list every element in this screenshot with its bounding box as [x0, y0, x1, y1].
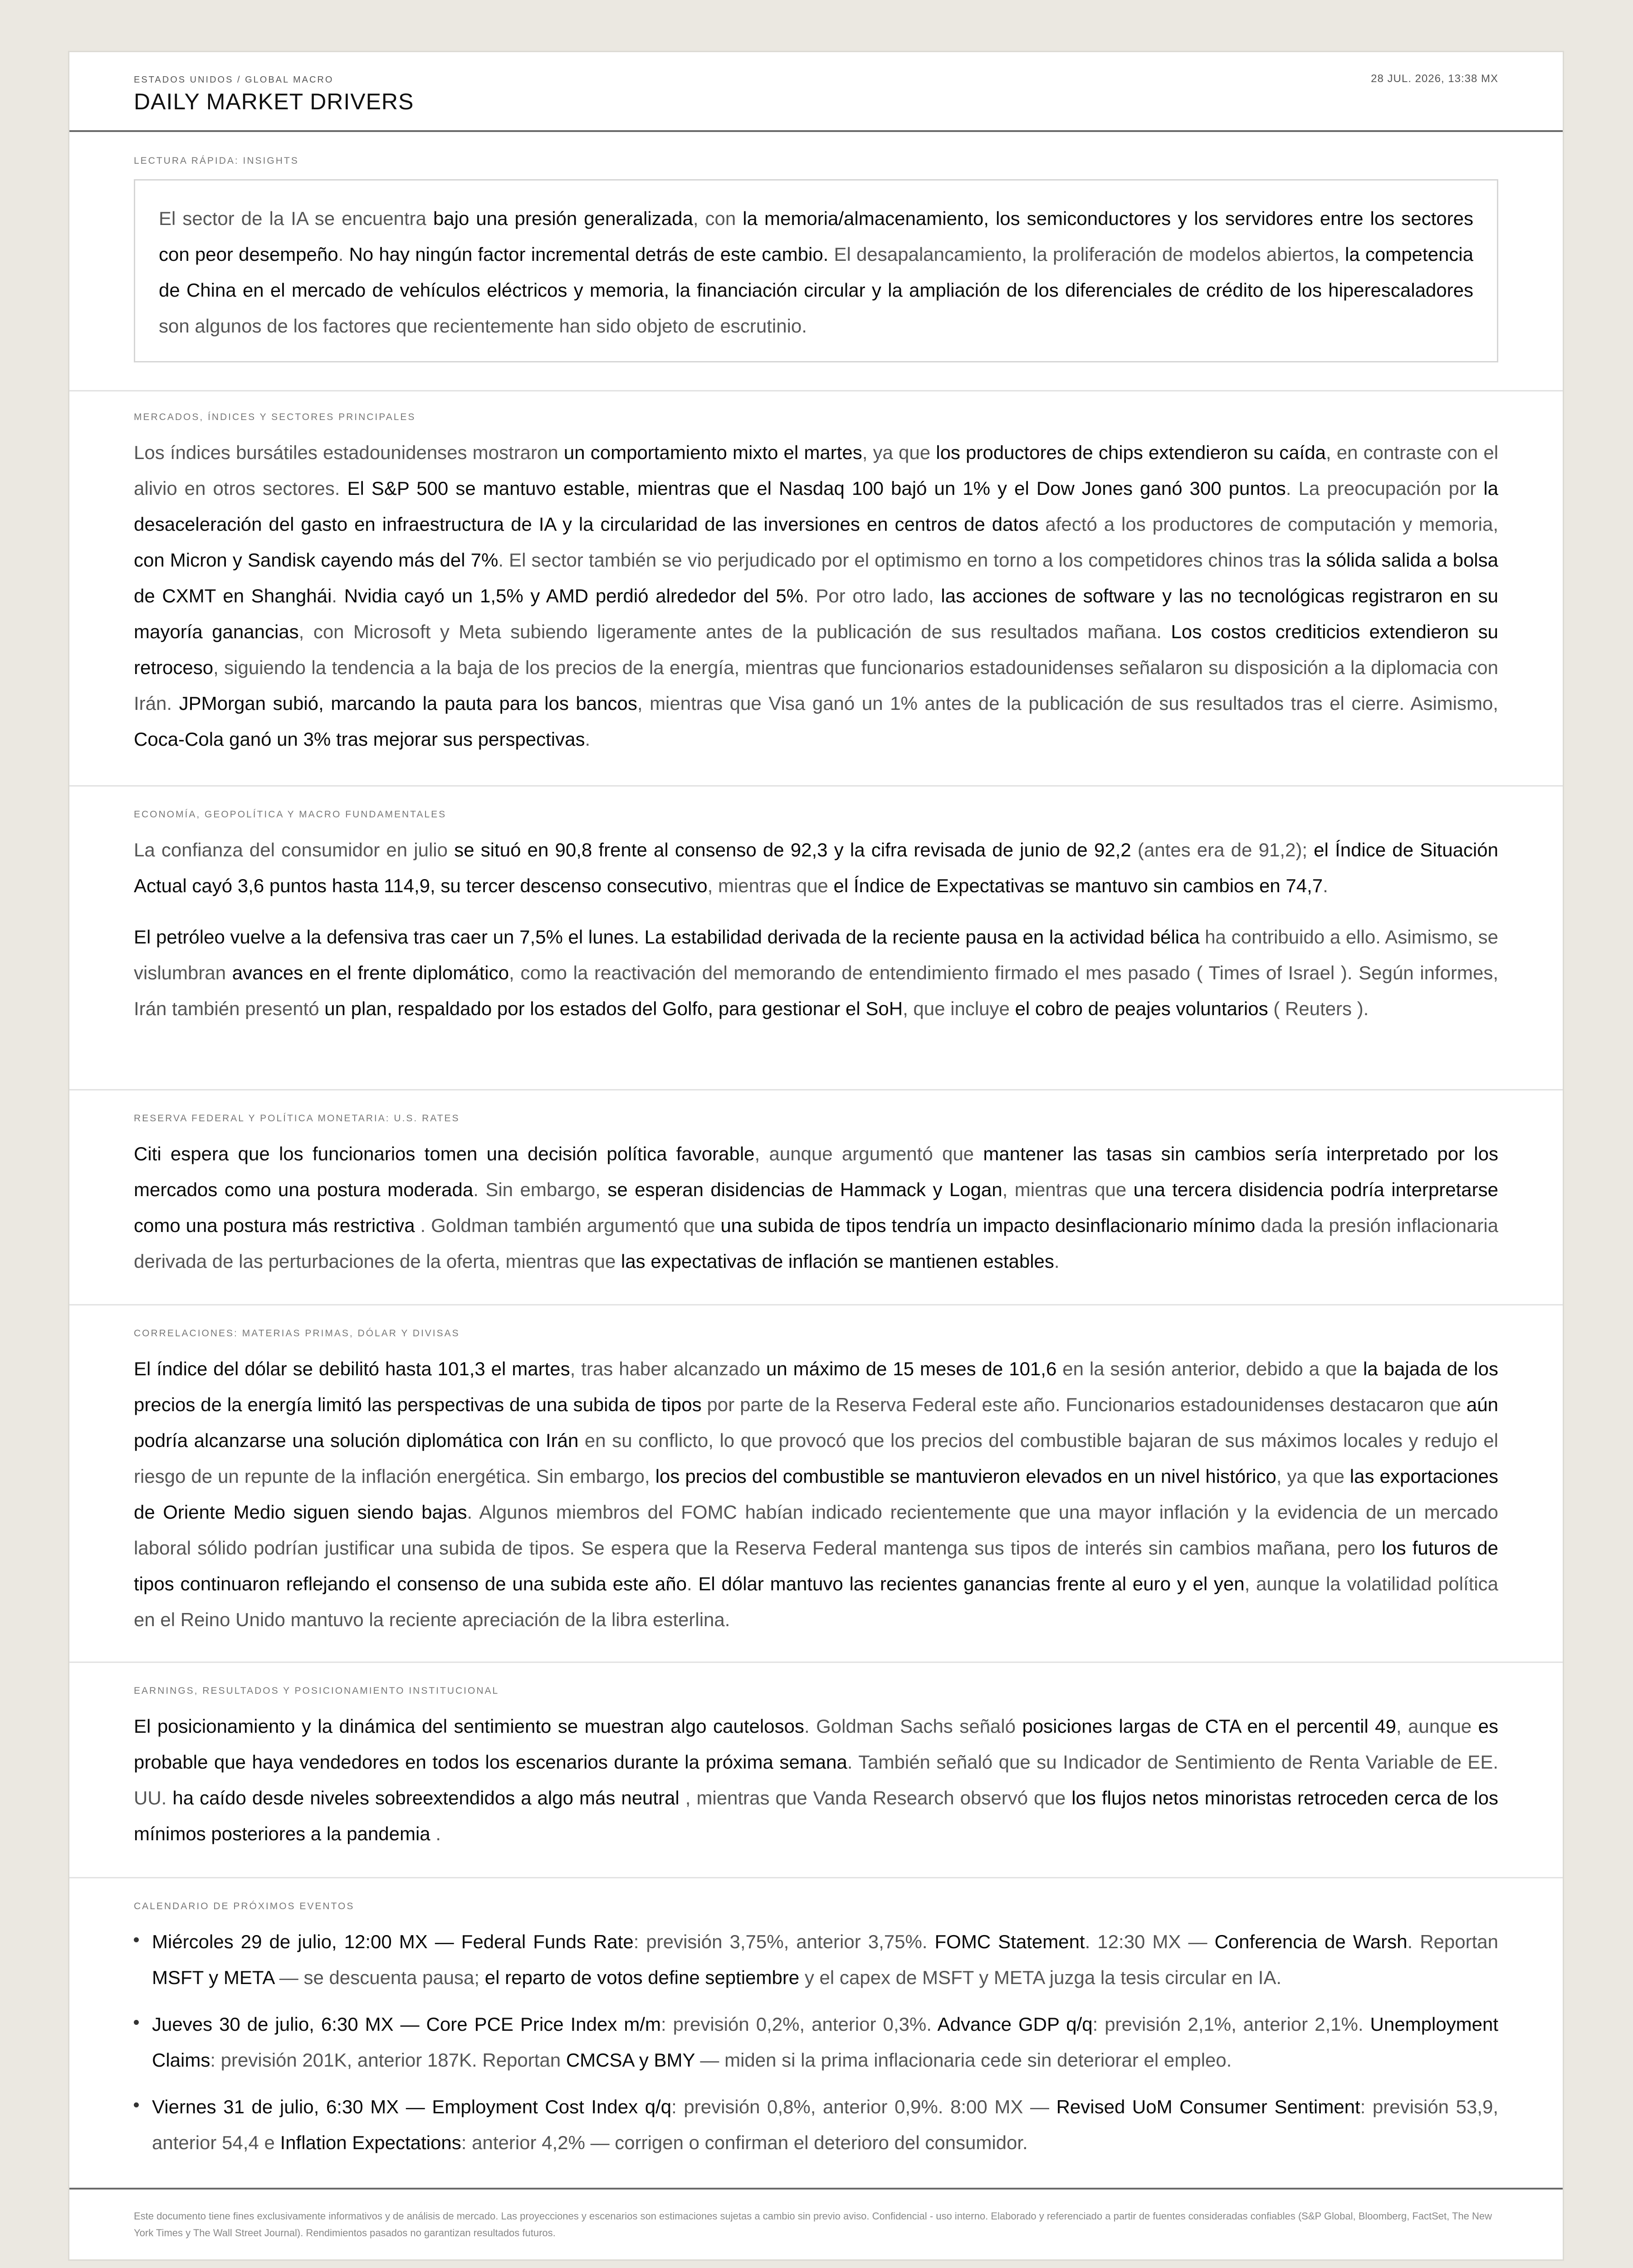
- emphasis-text: bajo una presión generalizada: [433, 208, 693, 229]
- emphasis-text: los flujos netos minoristas retroceden cerca de los mínimos posteriores a la pandemia: [134, 1787, 1498, 1844]
- body-text: , aunque la volatilidad política en el Reino Unido mantuvo la reciente apreciación de la libra esterlina.: [134, 1573, 1499, 1630]
- emphasis-text: El S&P 500 se mantuvo estable, mientras que el Nasdaq 100 bajó un 1% y el Dow Jones ganó 300 puntos: [347, 478, 1286, 499]
- body-text: . 12:30 MX —: [1085, 1931, 1215, 1952]
- emphasis-text: Inflation Expectations: [280, 2132, 461, 2153]
- emphasis-text: los productores de chips extendieron su caída: [936, 442, 1326, 463]
- body-text: : previsión 201K, anterior 187K. Reportan: [210, 2049, 566, 2071]
- body-text: por parte de la Reserva Federal este año. Funcionarios estadounidenses destacaron que: [701, 1394, 1467, 1415]
- body-text: , mientras que Vanda Research observó que: [679, 1787, 1072, 1809]
- body-text: .: [338, 244, 349, 265]
- body-text: afectó a los productores de computación y memoria,: [1038, 513, 1498, 535]
- calendar-section: [69, 1877, 1563, 2160]
- section-label: LECTURA RÁPIDA: INSIGHTS: [134, 156, 299, 166]
- body-text: El desapalancamiento, la proliferación de modelos abiertos,: [828, 244, 1345, 265]
- calendar-item: [134, 1924, 1498, 1995]
- body-text: y el capex de MSFT y META juzga la tesis circular en IA.: [799, 1967, 1282, 1988]
- economy-section: [69, 785, 1563, 1026]
- fed-paragraph: [134, 1136, 1498, 1279]
- emphasis-text: Citi espera que los funcionarios tomen una decisión política favorable: [134, 1143, 755, 1164]
- emphasis-text: el reparto de votos define septiembre: [484, 1967, 800, 1988]
- body-text: . Algunos miembros del FOMC habían indicado recientemente que una mayor inflación y la evidencia de un mercado laboral sólido podrían justificar una subida de tipos. Se espera que la Reserva Federal mantenga sus tipos de interés sin cambios mañana, pero: [134, 1501, 1498, 1559]
- emphasis-text: Los costos crediticios extendieron su retroceso: [134, 621, 1498, 678]
- body-text: , tras haber alcanzado: [570, 1358, 766, 1379]
- emphasis-text: con Micron y Sandisk cayendo más del 7%: [134, 549, 499, 571]
- emphasis-text: la memoria/almacenamiento, los semiconductores y los servidores entre los sectores con peor desempeño: [159, 208, 1473, 265]
- body-text: , aunque: [1396, 1716, 1478, 1737]
- body-text: : anterior 4,2% — corrigen o confirman el deterioro del consumidor.: [461, 2132, 1028, 2153]
- body-text: , con: [693, 208, 743, 229]
- body-text: .: [332, 585, 344, 606]
- body-text: . Reportan: [1407, 1931, 1498, 1952]
- emphasis-text: la bajada de los precios de la energía limitó las perspectivas de una subida de tipos: [134, 1358, 1499, 1415]
- body-text: : previsión 0,8%, anterior 0,9%. 8:00 MX —: [671, 2096, 1056, 2117]
- body-text: , siguiendo la tendencia a la baja de los precios de la energía, mientras que funcionarios estadounidenses señalaron su disposición a la diplomacia con Irán.: [134, 657, 1498, 714]
- emphasis-text: Conferencia de Warsh: [1214, 1931, 1408, 1952]
- economy-paragraph-2: [134, 919, 1498, 1026]
- emphasis-text: Advance GDP q/q: [937, 2014, 1093, 2035]
- body-text: , mientras que Visa ganó un 1% antes de la publicación de sus resultados tras el cierre. Asimismo,: [637, 693, 1498, 714]
- emphasis-text: la competencia de China en el mercado de vehículos eléctricos y memoria, la financiación circular y la ampliación de los diferenciales de crédito de los hiperescaladores: [159, 244, 1473, 301]
- emphasis-text: MSFT y META: [152, 1967, 274, 1988]
- insights-section: [69, 156, 1563, 362]
- emphasis-text: ha caído desde niveles sobreextendidos a algo más neutral: [172, 1787, 680, 1809]
- body-text: , con Microsoft y Meta subiendo ligeramente antes de la publicación de sus resultados mañana.: [298, 621, 1171, 642]
- emphasis-text: aún podría alcanzarse una solución diplomática con Irán: [134, 1394, 1498, 1451]
- emphasis-text: el Índice de Expectativas se mantuvo sin cambios en 74,7: [833, 875, 1323, 896]
- body-text: El sector de la IA se encuentra: [159, 208, 433, 229]
- markets-section: [69, 390, 1563, 757]
- report-timestamp: 28 JUL. 2026, 13:38 MX: [1371, 73, 1498, 85]
- section-label: ECONOMÍA, GEOPOLÍTICA Y MACRO FUNDAMENTALES: [134, 809, 447, 820]
- emphasis-text: la sólida salida a bolsa de CXMT en Shanghái: [134, 549, 1498, 606]
- emphasis-text: No hay ningún factor incremental detrás de este cambio.: [349, 244, 829, 265]
- emphasis-text: JPMorgan subió, marcando la pauta para los bancos: [179, 693, 637, 714]
- body-text: , mientras que: [707, 875, 834, 896]
- body-text: Los índices bursátiles estadounidenses mostraron: [134, 442, 564, 463]
- emphasis-text: se esperan disidencias de Hammack y Logan: [607, 1179, 1002, 1200]
- emphasis-text: FOMC Statement: [934, 1931, 1085, 1952]
- body-text: . Por otro lado,: [803, 585, 941, 606]
- emphasis-text: posiciones largas de CTA en el percentil 49: [1022, 1716, 1396, 1737]
- body-text: : previsión 2,1%, anterior 2,1%.: [1092, 2014, 1370, 2035]
- body-text: (antes era de 91,2);: [1131, 839, 1314, 860]
- markets-paragraph: [134, 435, 1498, 757]
- earnings-paragraph: [134, 1708, 1498, 1852]
- disclaimer-footer: [69, 2188, 1563, 2241]
- bullet-icon: [134, 2102, 139, 2107]
- body-text: : previsión 0,2%, anterior 0,3%.: [660, 2014, 938, 2035]
- insights-paragraph: [159, 200, 1473, 344]
- body-text: . Sin embargo,: [473, 1179, 608, 1200]
- fed-section: [69, 1089, 1563, 1279]
- emphasis-text: una subida de tipos tendría un impacto desinflacionario mínimo: [720, 1215, 1256, 1236]
- body-text: — se descuenta pausa;: [274, 1967, 485, 1988]
- emphasis-text: avances en el frente diplomático: [232, 962, 509, 983]
- body-text: ha contribuido a ello. Asimismo, se vislumbran: [134, 926, 1498, 983]
- emphasis-text: una tercera disidencia podría interpretarse como una postura más restrictiva: [134, 1179, 1498, 1236]
- calendar-item: [134, 2089, 1498, 2160]
- body-text: . Goldman también argumentó que: [415, 1215, 721, 1236]
- correlations-paragraph: [134, 1351, 1498, 1637]
- body-text: , en contraste con el alivio en otros sectores.: [134, 442, 1499, 499]
- emphasis-text: se situó en 90,8 frente al consenso de 92,3 y la cifra revisada de junio de 92,2: [454, 839, 1131, 860]
- emphasis-text: los futuros de tipos continuaron reflejando el consenso de una subida este año: [134, 1537, 1498, 1594]
- body-text: .: [585, 728, 591, 750]
- section-label: EARNINGS, RESULTADOS Y POSICIONAMIENTO INSTITUCIONAL: [134, 1686, 499, 1696]
- emphasis-text: las exportaciones de Oriente Medio siguen siendo bajas: [134, 1466, 1498, 1523]
- emphasis-text: Unemployment Claims: [152, 2014, 1498, 2071]
- calendar-item-text: [152, 2014, 1498, 2071]
- bullet-icon: [134, 1937, 139, 1942]
- body-text: ( Reuters ).: [1268, 998, 1369, 1019]
- emphasis-text: las expectativas de inflación se mantienen estables: [621, 1251, 1054, 1272]
- body-text: , ya que: [862, 442, 936, 463]
- body-text: . También señaló que su Indicador de Sentimiento de Renta Variable de EE. UU.: [134, 1751, 1499, 1809]
- body-text: : previsión 53,9, anterior 54,4 e: [152, 2096, 1498, 2153]
- section-label: CALENDARIO DE PRÓXIMOS EVENTOS: [134, 1901, 355, 1911]
- body-text: , que incluye: [903, 998, 1015, 1019]
- body-text: en la sesión anterior, debido a que: [1056, 1358, 1363, 1379]
- emphasis-text: El dólar mantuvo las recientes ganancias frente al euro y el yen: [698, 1573, 1245, 1594]
- emphasis-text: es probable que haya vendedores en todos los escenarios durante la próxima semana: [134, 1716, 1499, 1773]
- calendar-item: [134, 2006, 1498, 2078]
- emphasis-text: Jueves 30 de julio, 6:30 MX — Core PCE Price Index m/m: [152, 2014, 661, 2035]
- body-text: : previsión 3,75%, anterior 3,75%.: [633, 1931, 935, 1952]
- body-text: en su conflicto, lo que provocó que los precios del combustible bajaran de sus máximos locales y redujo el riesgo de un repunte de la inflación energética. Sin embargo,: [134, 1430, 1498, 1487]
- body-text: . Goldman Sachs señaló: [804, 1716, 1022, 1737]
- page-title: DAILY MARKET DRIVERS: [134, 89, 414, 114]
- body-text: .: [686, 1573, 699, 1594]
- emphasis-text: el cobro de peajes voluntarios: [1015, 998, 1268, 1019]
- emphasis-text: Miércoles 29 de julio, 12:00 MX — Federal Funds Rate: [152, 1931, 634, 1952]
- body-text: .: [1323, 875, 1328, 896]
- insights-box: [134, 179, 1498, 362]
- emphasis-text: El índice del dólar se debilitó hasta 101,3 el martes: [134, 1358, 570, 1379]
- calendar-item-text: [152, 1931, 1498, 1988]
- body-text: .: [1054, 1251, 1060, 1272]
- emphasis-text: Nvidia cayó un 1,5% y AMD perdió alrededor del 5%: [344, 585, 803, 606]
- emphasis-text: mantener las tasas sin cambios sería interpretado por los mercados como una postura moderada: [134, 1143, 1498, 1200]
- correlations-section: [69, 1304, 1563, 1637]
- body-text: .: [430, 1823, 441, 1844]
- emphasis-text: los precios del combustible se mantuvieron elevados en un nivel histórico: [655, 1466, 1276, 1487]
- emphasis-text: Revised UoM Consumer Sentiment: [1056, 2096, 1360, 2117]
- body-text: , ya que: [1276, 1466, 1350, 1487]
- body-text: — miden si la prima inflacionaria cede sin deteriorar el empleo.: [694, 2049, 1232, 2071]
- body-text: . El sector también se vio perjudicado por el optimismo en torno a los competidores chinos tras: [498, 549, 1306, 571]
- emphasis-text: Coca-Cola ganó un 3% tras mejorar sus perspectivas: [134, 728, 585, 750]
- bullet-icon: [134, 2020, 139, 2025]
- emphasis-text: el Índice de Situación Actual cayó 3,6 puntos hasta 114,9, su tercer descenso consecutivo: [134, 839, 1498, 896]
- section-label: CORRELACIONES: MATERIAS PRIMAS, DÓLAR Y DIVISAS: [134, 1328, 460, 1339]
- emphasis-text: Viernes 31 de julio, 6:30 MX — Employment Cost Index q/q: [152, 2096, 672, 2117]
- body-text: La confianza del consumidor en julio: [134, 839, 455, 860]
- emphasis-text: El petróleo vuelve a la defensiva tras caer un 7,5% el lunes. La estabilidad derivada de la reciente pausa en la actividad bélica: [134, 926, 1200, 948]
- emphasis-text: CMCSA y BMY: [566, 2049, 695, 2071]
- earnings-section: [69, 1662, 1563, 1852]
- emphasis-text: un plan, respaldado por los estados del Golfo, para gestionar el SoH: [324, 998, 903, 1019]
- economy-paragraph-1: [134, 832, 1498, 904]
- emphasis-text: un máximo de 15 meses de 101,6: [766, 1358, 1057, 1379]
- emphasis-text: la desaceleración del gasto en infraestructura de IA y la circularidad de las inversiones en centros de datos: [134, 478, 1499, 535]
- section-label: MERCADOS, ÍNDICES Y SECTORES PRINCIPALES: [134, 412, 416, 422]
- report-header: [69, 52, 1563, 132]
- emphasis-text: un comportamiento mixto el martes: [563, 442, 862, 463]
- body-text: . La preocupación por: [1286, 478, 1484, 499]
- calendar-list: [134, 1924, 1498, 2160]
- disclaimer-text: Este documento tiene fines exclusivamente informativos y de análisis de mercado. Las proyecciones y escenarios son estimaciones sujetas a cambio sin previo aviso. Confidencial - uso interno. Elaborado y referenciado a partir de fuentes consideradas confiables (S&P Global, Bloomberg, FactSet, The New York Times y The Wall Street Journal). Rendimientos pasados no garantizan resultados futuros.: [134, 2210, 1492, 2239]
- body-text: , como la reactivación del memorando de entendimiento firmado el mes pasado ( Times of Israel ). Según informes, Irán también presentó: [134, 962, 1498, 1019]
- section-label: RESERVA FEDERAL Y POLÍTICA MONETARIA: U.S. RATES: [134, 1113, 460, 1124]
- body-text: dada la presión inflacionaria derivada de las perturbaciones de la oferta, mientras que: [134, 1215, 1499, 1272]
- header-kicker: ESTADOS UNIDOS / GLOBAL MACRO: [134, 75, 334, 85]
- body-text: , mientras que: [1002, 1179, 1134, 1200]
- emphasis-text: El posicionamiento y la dinámica del sentimiento se muestran algo cautelosos: [134, 1716, 804, 1737]
- body-text: , aunque argumentó que: [754, 1143, 983, 1164]
- report-sheet: [68, 51, 1564, 2261]
- calendar-item-text: [152, 2096, 1498, 2153]
- emphasis-text: las acciones de software y las no tecnológicas registraron en su mayoría ganancias: [134, 585, 1498, 642]
- body-text: son algunos de los factores que recientemente han sido objeto de escrutinio.: [159, 315, 807, 337]
